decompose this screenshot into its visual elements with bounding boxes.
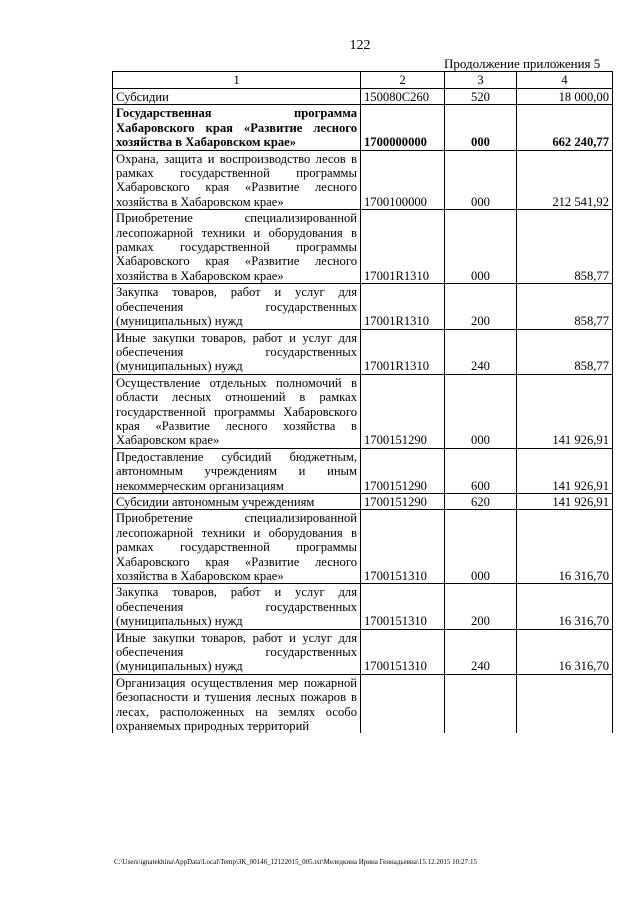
table-row [113,374,613,448]
budget-table [112,71,613,733]
page-number: 122 [349,38,371,53]
row-name-cell: Закупка товаров, работ и услуг для обеспечения государственных (муниципальных) нужд [113,584,361,629]
row-type-cell: 000 [445,210,517,284]
row-name-cell: Предоставление субсидий бюджетным, автономным учреждениям и иным некоммерческим организациям [113,448,361,493]
row-sum-cell: 141 926,91 [517,448,613,493]
row-code-cell: 17001R1310 [361,210,445,284]
column-header: 1 [113,72,361,89]
row-sum-cell: 662 240,77 [517,105,613,150]
row-sum-cell: 16 316,70 [517,510,613,584]
row-name-cell: Организация осуществления мер пожарной безопасности и тушения лесных пожаров в лесах, расположенных на землях особо охраняемых природных территорий [113,674,361,733]
table-header-row [113,72,613,89]
table-row [113,510,613,584]
row-code-cell: 1700151310 [361,584,445,629]
continuation-note: Продолжение приложения 5 [444,56,601,71]
row-code-cell: 1700151290 [361,448,445,493]
row-sum-cell: 18 000,00 [517,89,613,105]
row-name-cell: Охрана, защита и воспроизводство лесов в рамках государственной программы Хабаровского края «Развитие лесного хозяйства в Хабаровском крае» [113,150,361,210]
row-code-cell: 17001R1310 [361,284,445,329]
row-type-cell: 620 [445,493,517,509]
table-row [113,493,613,509]
footer-file-path: C:\Users\ignatekhina\AppData\Local\Temp\ЗК_00146_12122015_005.txt\Меледкина Ирина Геннадьевна\15.12.2015 10:27:15 [114,858,477,866]
table-row [113,89,613,105]
row-sum-cell: 16 316,70 [517,629,613,674]
row-type-cell [445,674,517,733]
table-row [113,448,613,493]
row-type-cell: 600 [445,448,517,493]
row-sum-cell: 858,77 [517,284,613,329]
row-name-cell: Приобретение специализированной лесопожарной техники и оборудования в рамках государственной программы Хабаровского края «Развитие лесного хозяйства в Хабаровском крае» [113,210,361,284]
row-type-cell: 240 [445,329,517,374]
row-type-cell: 200 [445,584,517,629]
row-type-cell: 000 [445,150,517,210]
row-type-cell: 520 [445,89,517,105]
row-type-cell: 240 [445,629,517,674]
row-code-cell: 1700000000 [361,105,445,150]
table-row [113,329,613,374]
column-header: 4 [517,72,613,89]
row-name-cell: Иные закупки товаров, работ и услуг для обеспечения государственных (муниципальных) нужд [113,629,361,674]
row-sum-cell: 858,77 [517,210,613,284]
row-sum-cell: 141 926,91 [517,374,613,448]
row-code-cell: 150080С260 [361,89,445,105]
row-type-cell: 000 [445,510,517,584]
table-row [113,629,613,674]
table-row [113,210,613,284]
row-code-cell [361,674,445,733]
row-code-cell: 1700100000 [361,150,445,210]
row-sum-cell: 16 316,70 [517,584,613,629]
table-row [113,150,613,210]
row-type-cell: 000 [445,374,517,448]
row-sum-cell: 858,77 [517,329,613,374]
row-code-cell: 1700151290 [361,493,445,509]
table-row [113,674,613,733]
row-type-cell: 200 [445,284,517,329]
row-name-cell: Иные закупки товаров, работ и услуг для обеспечения государственных (муниципальных) нужд [113,329,361,374]
row-name-cell: Приобретение специализированной лесопожарной техники и оборудования в рамках государственной программы Хабаровского края «Развитие лесного хозяйства в Хабаровском крае» [113,510,361,584]
column-header: 3 [445,72,517,89]
table-row [113,105,613,150]
row-sum-cell [517,674,613,733]
row-code-cell: 17001R1310 [361,329,445,374]
row-code-cell: 1700151290 [361,374,445,448]
table-row [113,284,613,329]
row-name-cell: Государственная программа Хабаровского края «Развитие лесного хозяйства в Хабаровском крае» [113,105,361,150]
row-name-cell: Субсидии автономным учреждениям [113,493,361,509]
row-name-cell: Закупка товаров, работ и услуг для обеспечения государственных (муниципальных) нужд [113,284,361,329]
row-name-cell: Осуществление отдельных полномочий в области лесных отношений в рамках государственной программы Хабаровского края «Развитие лесного хозяйства в Хабаровском крае» [113,374,361,448]
table-row [113,584,613,629]
row-code-cell: 1700151310 [361,629,445,674]
row-sum-cell: 141 926,91 [517,493,613,509]
column-header: 2 [361,72,445,89]
row-name-cell: Субсидии [113,89,361,105]
row-code-cell: 1700151310 [361,510,445,584]
row-type-cell: 000 [445,105,517,150]
row-sum-cell: 212 541,92 [517,150,613,210]
